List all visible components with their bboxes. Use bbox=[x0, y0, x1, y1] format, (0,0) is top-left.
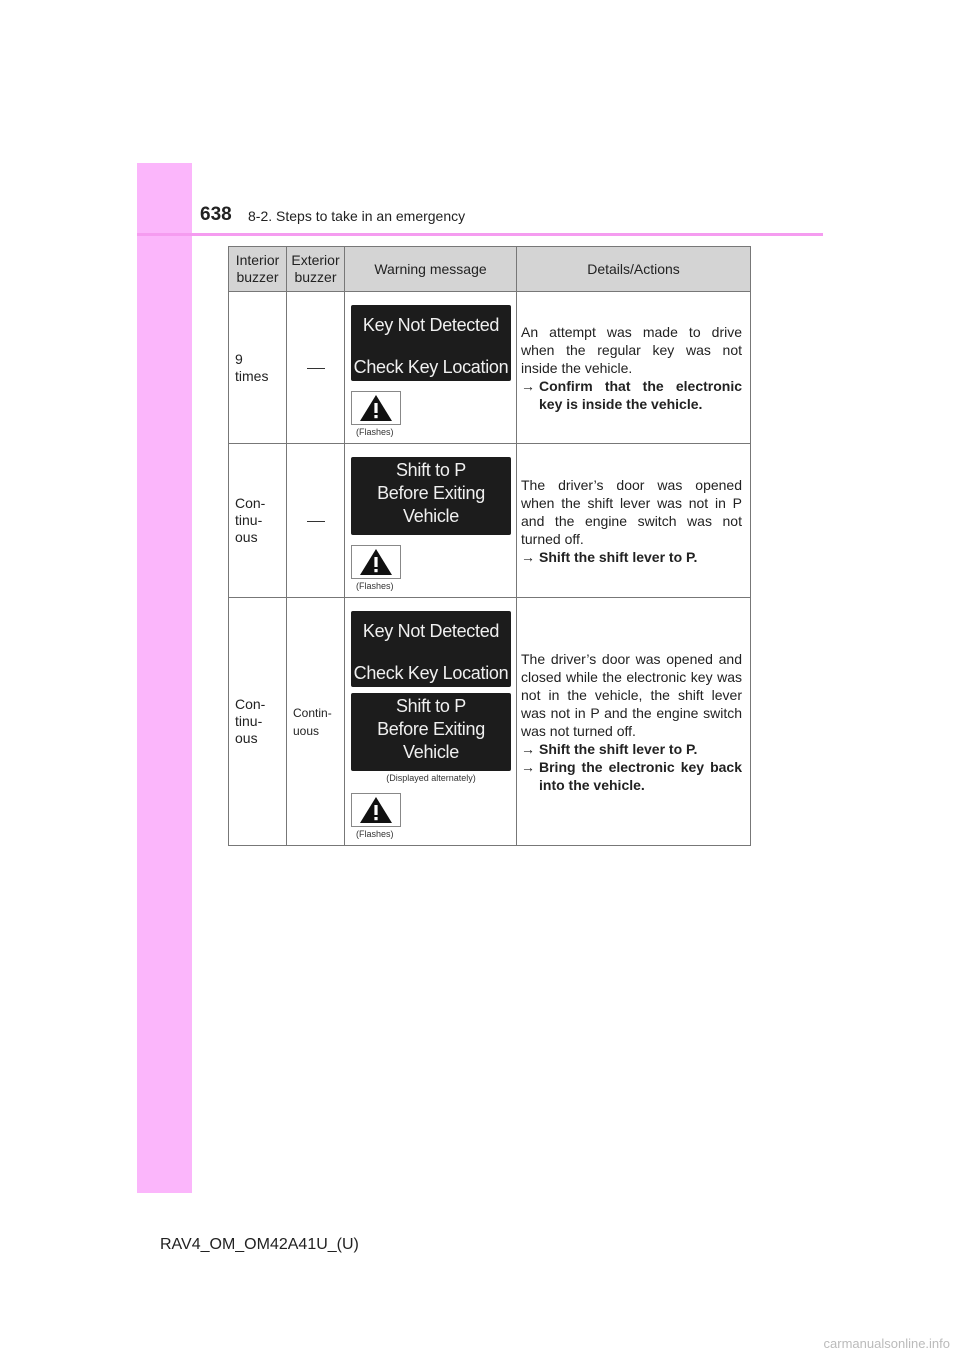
action-item: → Confirm that the electronic key is inside the vehicle. bbox=[521, 377, 742, 412]
action-item: → Bring the electronic key back into the vehicle. bbox=[521, 758, 742, 793]
arrow-icon: → bbox=[521, 740, 535, 757]
header-rule bbox=[137, 233, 823, 236]
action-item: → Shift the shift lever to P. bbox=[521, 740, 698, 757]
interior-buzzer-cell: 9 times bbox=[229, 292, 287, 444]
footer-document-code: RAV4_OM_OM42A41U_(U) bbox=[160, 1236, 359, 1253]
none-dash bbox=[307, 368, 325, 369]
table-header-row bbox=[229, 247, 751, 292]
warning-table bbox=[228, 246, 751, 846]
interior-buzzer-cell: Con- tinu- ous bbox=[229, 444, 287, 598]
flashes-caption: (Flashes) bbox=[356, 829, 394, 839]
displayed-alternately-caption: (Displayed alternately) bbox=[386, 773, 476, 783]
details-actions-cell bbox=[517, 292, 751, 444]
warning-triangle-icon bbox=[351, 793, 401, 827]
table-row bbox=[229, 598, 751, 846]
display-shift-to-p: Shift to P Before Exiting Vehicle bbox=[351, 457, 511, 535]
warning-triangle-icon bbox=[351, 391, 401, 425]
warning-message-cell bbox=[345, 444, 517, 598]
header-interior-buzzer: Interior buzzer bbox=[229, 247, 287, 292]
none-dash bbox=[307, 521, 325, 522]
exterior-buzzer-cell bbox=[287, 292, 345, 444]
detail-text: The driver’s door was opened when the shift lever was not in P and the engine switch was not turned off. bbox=[521, 476, 742, 547]
warning-message-cell bbox=[345, 598, 517, 846]
watermark: carmanualsonline.info bbox=[823, 1336, 950, 1351]
action-item: → Shift the shift lever to P. bbox=[521, 548, 698, 565]
flashes-caption: (Flashes) bbox=[356, 581, 394, 591]
details-actions-cell bbox=[517, 444, 751, 598]
header-details-actions: Details/Actions bbox=[517, 247, 751, 292]
warning-triangle-icon bbox=[351, 545, 401, 579]
interior-buzzer-cell: Con- tinu- ous bbox=[229, 598, 287, 846]
arrow-icon: → bbox=[521, 377, 535, 394]
display-key-not-detected: Key Not Detected Check Key Location bbox=[351, 305, 511, 381]
exterior-buzzer-cell: Contin- uous bbox=[287, 598, 345, 846]
table-row bbox=[229, 292, 751, 444]
detail-text: An attempt was made to drive when the regular key was not inside the vehicle. bbox=[521, 323, 742, 376]
header-exterior-buzzer: Exterior buzzer bbox=[287, 247, 345, 292]
display-shift-to-p: Shift to P Before Exiting Vehicle bbox=[351, 693, 511, 771]
flashes-caption: (Flashes) bbox=[356, 427, 394, 437]
arrow-icon: → bbox=[521, 548, 535, 565]
display-key-not-detected: Key Not Detected Check Key Location bbox=[351, 611, 511, 687]
detail-text: The driver’s door was opened and closed while the electronic key was not in the vehicle, the shift lever was not in P and the engine switch was not turned off. bbox=[521, 650, 742, 739]
chapter-tab-strip bbox=[137, 163, 192, 1193]
table-row bbox=[229, 444, 751, 598]
page-number: 638 bbox=[200, 204, 232, 225]
section-title: 8-2. Steps to take in an emergency bbox=[248, 208, 466, 224]
exterior-buzzer-cell bbox=[287, 444, 345, 598]
details-actions-cell bbox=[517, 598, 751, 846]
warning-message-cell bbox=[345, 292, 517, 444]
arrow-icon: → bbox=[521, 758, 535, 775]
header-warning-message: Warning message bbox=[345, 247, 517, 292]
